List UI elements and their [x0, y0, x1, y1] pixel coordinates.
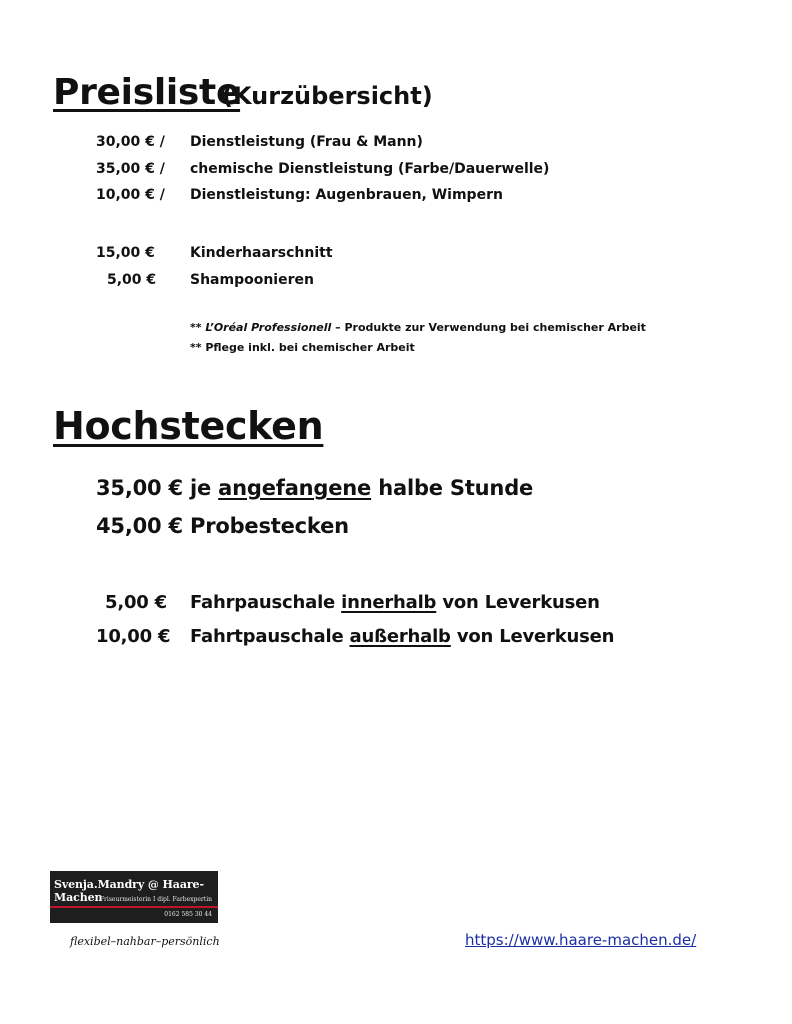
- logo-subtitle: Friseurmeisterin I dipl. Farbexpertin: [99, 896, 212, 903]
- hoch-row-4-underlined: außerhalb: [349, 626, 451, 647]
- hoch-row-1-label: [190, 476, 533, 500]
- note-pflege: ** Pflege inkl. bei chemischer Arbeit: [190, 341, 415, 354]
- hoch-row-2-label: Probestecken: [190, 514, 349, 538]
- hoch-row-1-post: halbe Stunde: [378, 476, 534, 500]
- brand-logo: [50, 871, 218, 923]
- price-row-4-label: Kinderhaarschnitt: [190, 245, 333, 261]
- hoch-row-3-post: von Leverkusen: [442, 592, 600, 613]
- hoch-row-2-price: 45,00 €: [96, 514, 183, 538]
- hoch-row-1-pre: je: [190, 476, 212, 500]
- hoch-row-3-price: 5,00 €: [105, 592, 168, 613]
- price-row-2-label: chemische Dienstleistung (Farbe/Dauerwelle): [190, 161, 550, 177]
- price-row-3-price: 10,00 € /: [96, 187, 165, 203]
- hoch-row-1-underlined: angefangene: [218, 476, 372, 500]
- preisliste-subtitle: (Kurzübersicht): [222, 82, 433, 110]
- hochstecken-title: Hochstecken: [53, 404, 324, 448]
- price-row-5-price: 5,00 €: [107, 272, 157, 288]
- hoch-row-3-underlined: innerhalb: [341, 592, 437, 613]
- price-row-2-price: 35,00 € /: [96, 161, 165, 177]
- hoch-row-4-label: [190, 626, 614, 647]
- note-loreal-rest: – Produkte zur Verwendung bei chemischer Arbeit: [335, 321, 646, 334]
- note-loreal-brand: L’Oréal Professionell: [205, 321, 332, 334]
- slogan: flexibel–nahbar–persönlich: [70, 935, 220, 948]
- price-row-5-label: Shampoonieren: [190, 272, 314, 288]
- logo-name: Svenja.Mandry @ Haare-Machen: [54, 878, 204, 904]
- note-loreal-prefix: **: [190, 321, 202, 334]
- logo-divider: [50, 906, 218, 908]
- preisliste-title: Preisliste: [53, 72, 241, 113]
- price-row-1-price: 30,00 € /: [96, 134, 165, 150]
- hoch-row-3-label: [190, 592, 600, 613]
- logo-phone: 0162 585 30 44: [164, 911, 212, 918]
- hoch-row-4-price: 10,00 €: [96, 626, 171, 647]
- note-loreal: [190, 321, 646, 334]
- price-row-1-label: Dienstleistung (Frau & Mann): [190, 134, 423, 150]
- price-row-4-price: 15,00 €: [96, 245, 155, 261]
- hoch-row-4-post: von Leverkusen: [456, 626, 615, 647]
- hoch-row-1-price: 35,00 €: [96, 476, 183, 500]
- website-link[interactable]: https://www.haare-machen.de/: [465, 931, 697, 949]
- hoch-row-3-pre: Fahrpauschale: [190, 592, 336, 613]
- hoch-row-4-pre: Fahrtpauschale: [190, 626, 344, 647]
- price-row-3-label: Dienstleistung: Augenbrauen, Wimpern: [190, 187, 503, 203]
